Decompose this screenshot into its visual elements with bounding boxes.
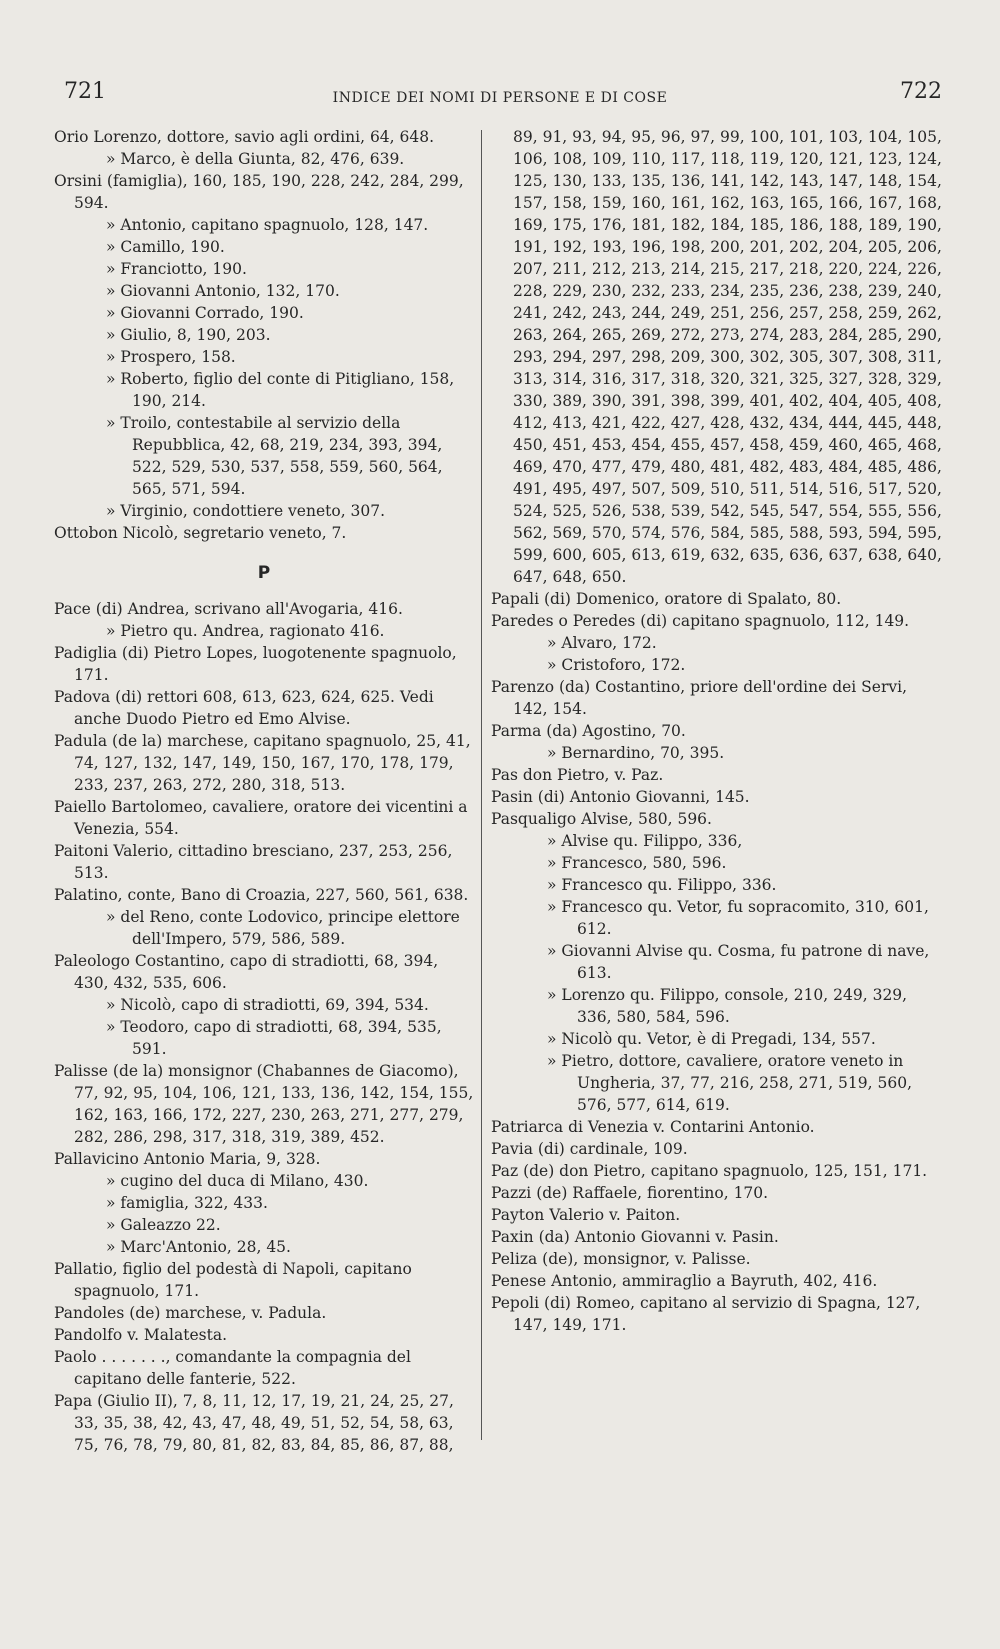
index-subentry: » Roberto, figlio del conte di Pitigliano, 158, 190, 214. [106,370,455,410]
index-page-numbers: 89, 91, 93, 94, 95, 96, 97, 99, 100, 101, 103, 104, 105, 106, 108, 109, 110, 117, 118, 119, 120, 121, 123, 124, 125, 130, 133, 135, 136, 141, 142, 143, 147, 148, 154, 157, 158, 159, 160, 161, 162, 163, 165, 166, 167, 168, 169, 175, 176, 181, 182, 184, 185, 186, 188, 189, 190, 191, 192, 193, 196, 198, 200, 201, 202, 204, 205, 206, 207, 211, 212, 213, 214, 215, 217, 218, 220, 224, 226, 228, 229, 230, 232, 233, 234, 235, 236, 238, 239, 240, 241, 242, 243, 244, 249, 251, 256, 257, 258, 259, 262, 263, 264, 265, 269, 272, 273, 274, 283, 284, 285, 290, 293, 294, 297, 298, 209, 300, 302, 305, 307, 308, 311, 313, 314, 316, 317, 318, 320, 321, 325, 327, 328, 329, 330, 389, 390, 391, 398, 399, 401, 402, 404, 405, 408, 412, 413, 421, 422, 427, 428, 432, 434, 444, 445, 448, 450, 451, 453, 454, 455, 457, 458, 459, 460, 465, 468, 469, 470, 477, 479, 480, 481, 482, 483, 484, 485, 486, 491, 495, 497, 507, 509, 510, 511, 514, 516, 517, 520, 524, 525, 526, 538, 539, 542, 545, 547, 554, 555, 556, 562, 569, 570, 574, 576, 584, 585, 588, 593, 594, 595, 599, 600, 605, 613, 619, 632, 635, 636, 637, 638, 640, 647, 648, 650. [513,128,942,586]
index-subentry: » Teodoro, capo di stradiotti, 68, 394, 535, 591. [106,1018,442,1058]
index-subentry: » del Reno, conte Lodovico, principe elettore dell'Impero, 579, 586, 589. [106,908,460,948]
index-entry: Penese Antonio, ammiraglio a Bayruth, 402, 416. [491,1272,878,1290]
index-entry: Pas don Pietro, v. Paz. [491,766,664,784]
index-subentry: » Nicolò, capo di stradiotti, 69, 394, 534. [106,996,429,1014]
entries-p-continued [491,126,946,1336]
index-entry: Papa (Giulio II), 7, 8, 11, 12, 17, 19, 21, 24, 25, 27, 33, 35, 38, 42, 43, 47, 48, 49, 51, 52, 54, 58, 63, 75, 76, 78, 79, 80, 81, 82, 83, 84, 85, 86, 87, 88, [54,1392,454,1454]
index-subentry: » Camillo, 190. [106,238,225,256]
index-entry: Parma (da) Agostino, 70. [491,722,686,740]
index-subentry: » Giovanni Corrado, 190. [106,304,304,322]
index-subentry: » Francesco qu. Filippo, 336. [547,876,777,894]
index-subentry: » Pietro, dottore, cavaliere, oratore veneto in Ungheria, 37, 77, 216, 258, 271, 519, 560, 576, 577, 614, 619. [547,1052,913,1114]
entries-o-section [54,126,474,544]
index-entry: Peliza (de), monsignor, v. Palisse. [491,1250,751,1268]
index-entry: Paxin (da) Antonio Giovanni v. Pasin. [491,1228,779,1246]
index-subentry: » cugino del duca di Milano, 430. [106,1172,369,1190]
index-entry: Orio Lorenzo, dottore, savio agli ordini, 64, 648. [54,128,435,146]
index-entry: Payton Valerio v. Paiton. [491,1206,681,1224]
index-subentry: » Giulio, 8, 190, 203. [106,326,271,344]
index-entry: Orsini (famiglia), 160, 185, 190, 228, 242, 284, 299, 594. [54,172,464,212]
index-entry: Pallatio, figlio del podestà di Napoli, capitano spagnuolo, 171. [54,1260,412,1300]
index-subentry: » Francesco, 580, 596. [547,854,727,872]
index-entry: Palisse (de la) monsignor (Chabannes de Giacomo), 77, 92, 95, 104, 106, 121, 133, 136, 142, 154, 155, 162, 163, 166, 172, 227, 230, 263, 271, 277, 279, 282, 286, 298, 317, 318, 319, 389, 452. [54,1062,474,1146]
index-subentry: » famiglia, 322, 433. [106,1194,268,1212]
index-subentry: » Marco, è della Giunta, 82, 476, 639. [106,150,405,168]
index-entry: Pasqualigo Alvise, 580, 596. [491,810,712,828]
index-subentry: » Troilo, contestabile al servizio della Repubblica, 42, 68, 219, 234, 393, 394, 522, 529, 530, 537, 558, 559, 560, 564, 565, 571, 594. [106,414,443,498]
index-entry: Pepoli (di) Romeo, capitano al servizio di Spagna, 127, 147, 149, 171. [491,1294,921,1334]
index-entry: Pandolfo v. Malatesta. [54,1326,227,1344]
index-subentry: » Bernardino, 70, 395. [547,744,725,762]
index-entry: Padula (de la) marchese, capitano spagnuolo, 25, 41, 74, 127, 132, 147, 149, 150, 167, 170, 178, 179, 233, 237, 263, 272, 280, 318, 513. [54,732,471,794]
index-subentry: » Prospero, 158. [106,348,236,366]
column-divider [481,130,482,1440]
index-subentry: » Franciotto, 190. [106,260,247,278]
index-entry: Paitoni Valerio, cittadino bresciano, 237, 253, 256, 513. [54,842,453,882]
index-entry: Padiglia (di) Pietro Lopes, luogotenente spagnuolo, 171. [54,644,457,684]
entries-p-section [54,598,474,1456]
right-column [491,126,946,1336]
index-subentry: » Cristoforo, 172. [547,656,686,674]
index-entry: Ottobon Nicolò, segretario veneto, 7. [54,524,347,542]
index-entry: Patriarca di Venezia v. Contarini Antonio. [491,1118,815,1136]
index-entry: Pavia (di) cardinale, 109. [491,1140,688,1158]
index-subentry: » Lorenzo qu. Filippo, console, 210, 249, 329, 336, 580, 584, 596. [547,986,908,1026]
page-number-right: 722 [900,79,942,104]
index-entry: Pazzi (de) Raffaele, fiorentino, 170. [491,1184,769,1202]
running-header-title: INDICE DEI NOMI DI PERSONE E DI COSE [332,90,668,106]
index-entry: Palatino, conte, Bano di Croazia, 227, 560, 561, 638. [54,886,469,904]
index-entry: Paleologo Costantino, capo di stradiotti, 68, 394, 430, 432, 535, 606. [54,952,439,992]
index-subentry: » Giovanni Alvise qu. Cosma, fu patrone di nave, 613. [547,942,930,982]
section-letter: P [257,563,271,583]
index-entry: Pasin (di) Antonio Giovanni, 145. [491,788,750,806]
index-entry: Pandoles (de) marchese, v. Padula. [54,1304,327,1322]
index-subentry: » Marc'Antonio, 28, 45. [106,1238,291,1256]
index-entry: Paz (de) don Pietro, capitano spagnuolo, 125, 151, 171. [491,1162,928,1180]
index-entry: Pace (di) Andrea, scrivano all'Avogaria, 416. [54,600,403,618]
index-entry: Pallavicino Antonio Maria, 9, 328. [54,1150,321,1168]
index-entry: Padova (di) rettori 608, 613, 623, 624, 625. Vedi anche Duodo Pietro ed Emo Alvise. [54,688,434,728]
index-entry: Paiello Bartolomeo, cavaliere, oratore dei vicentini a Venezia, 554. [54,798,468,838]
index-subentry: » Alvaro, 172. [547,634,657,652]
index-subentry: » Virginio, condottiere veneto, 307. [106,502,386,520]
index-subentry: » Francesco qu. Vetor, fu sopracomito, 310, 601, 612. [547,898,929,938]
index-subentry: » Galeazzo 22. [106,1216,221,1234]
left-column [54,126,474,1456]
index-entry: Paolo . . . . . . ., comandante la compagnia del capitano delle fanterie, 522. [54,1348,411,1388]
index-subentry: » Giovanni Antonio, 132, 170. [106,282,340,300]
index-entry: Papali (di) Domenico, oratore di Spalato, 80. [491,590,842,608]
index-subentry: » Antonio, capitano spagnuolo, 128, 147. [106,216,429,234]
index-subentry: » Pietro qu. Andrea, ragionato 416. [106,622,385,640]
index-entry: Parenzo (da) Costantino, priore dell'ordine dei Servi, 142, 154. [491,678,908,718]
index-subentry: » Alvise qu. Filippo, 336, [547,832,743,850]
index-entry: Paredes o Peredes (di) capitano spagnuolo, 112, 149. [491,612,910,630]
page-number-left: 721 [64,79,106,104]
index-subentry: » Nicolò qu. Vetor, è di Pregadi, 134, 557. [547,1030,876,1048]
